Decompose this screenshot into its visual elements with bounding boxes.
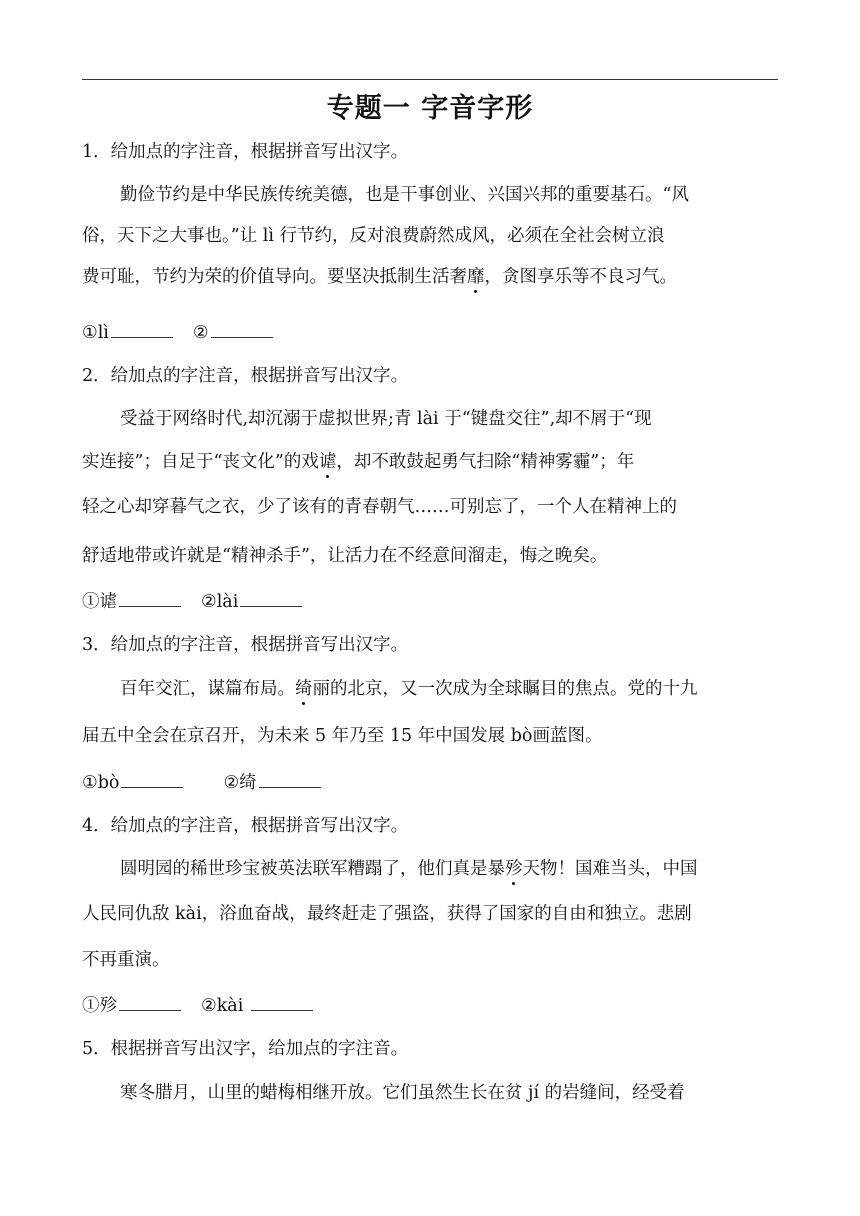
answer-label: ①殄 bbox=[82, 996, 117, 1016]
header-rule bbox=[82, 79, 778, 80]
q2-paragraph-line: 受益于网络时代,却沉溺于虚拟世界;青 lài 于“键盘交往”,却不屑于“现 bbox=[120, 409, 652, 429]
dotted-char: 殄 bbox=[505, 859, 523, 879]
question-4-heading: 4．给加点的字注音，根据拼音写出汉字。 bbox=[82, 816, 409, 836]
text: 百年交汇，谋篇布局。 bbox=[120, 679, 295, 699]
q2-paragraph-line: 舒适地带或许就是“精神杀手”，让活力在不经意间溜走，悔之晚矣。 bbox=[82, 546, 608, 566]
q4-paragraph-line: 不再重演。 bbox=[82, 950, 170, 970]
q3-paragraph-line bbox=[120, 677, 698, 701]
answer-label: ② bbox=[192, 323, 209, 343]
q1-paragraph-line: 勤俭节约是中华民族传统美德，也是干事创业、兴国兴邦的重要基石。“风 bbox=[120, 185, 689, 205]
text: 实连接”；自足于“丧文化”的戏 bbox=[82, 452, 319, 472]
q1-paragraph-line: 俗，天下之大事也。”让 lì 行节约，反对浪费蔚然成风，必须在全社会树立浪 bbox=[82, 226, 665, 246]
q4-answer-line bbox=[82, 994, 313, 1018]
answer-blank[interactable] bbox=[111, 321, 173, 338]
text: 圆明园的稀世珍宝被英法联军糟蹋了，他们真是暴 bbox=[120, 859, 505, 879]
answer-label: ②绮 bbox=[223, 773, 257, 793]
text: 丽的北京，又一次成为全球瞩目的焦点。党的十九 bbox=[312, 679, 698, 699]
answer-blank[interactable] bbox=[211, 321, 273, 338]
q5-paragraph-line: 寒冬腊月，山里的蜡梅相继开放。它们虽然生长在贫 jí 的岩缝间，经受着 bbox=[120, 1083, 685, 1103]
page-title: 专题一 字音字形 bbox=[326, 93, 534, 124]
q1-answer-line bbox=[82, 321, 273, 345]
text: 天物！国难当头，中国 bbox=[522, 859, 698, 879]
dotted-char: 绮 bbox=[295, 679, 313, 699]
q3-paragraph-line: 届五中全会在京召开，为未来 5 年乃至 15 年中国发展 bò画蓝图。 bbox=[82, 726, 603, 746]
question-5-heading: 5．根据拼音写出汉字，给加点的字注音。 bbox=[82, 1039, 409, 1059]
q2-answer-line bbox=[82, 590, 302, 614]
answer-blank[interactable] bbox=[119, 590, 181, 607]
answer-label: ②kài bbox=[201, 996, 244, 1016]
q3-answer-line bbox=[82, 771, 321, 795]
answer-blank[interactable] bbox=[121, 771, 183, 788]
dotted-char: 靡 bbox=[467, 267, 485, 287]
q1-paragraph-line bbox=[82, 265, 677, 289]
q4-paragraph-line: 人民同仇敌 kài，浴血奋战，最终赶走了强盗，获得了国家的自由和独立。悲剧 bbox=[82, 904, 692, 924]
answer-label: ②lài bbox=[201, 592, 239, 612]
answer-label: ①谑 bbox=[82, 592, 117, 612]
text: ，贪图享乐等不良习气。 bbox=[484, 267, 677, 287]
q2-paragraph-line: 轻之心却穿暮气之衣，少了该有的青春朝气……可别忘了，一个人在精神上的 bbox=[82, 497, 677, 517]
answer-blank[interactable] bbox=[119, 994, 181, 1011]
answer-blank[interactable] bbox=[259, 771, 321, 788]
question-3-heading: 3．给加点的字注音，根据拼音写出汉字。 bbox=[82, 635, 409, 655]
dotted-char: 谑 bbox=[318, 452, 337, 472]
question-1-heading: 1．给加点的字注音，根据拼音写出汉字。 bbox=[82, 142, 409, 162]
answer-label: ①lì bbox=[82, 323, 109, 343]
answer-blank[interactable] bbox=[251, 994, 313, 1011]
q2-paragraph-line bbox=[82, 450, 634, 474]
text: 费可耻，节约为荣的价值导向。要坚决抵制生活奢 bbox=[82, 267, 467, 287]
text: ，却不敢鼓起勇气扫除“精神雾霾”；年 bbox=[336, 452, 635, 472]
q4-paragraph-line bbox=[120, 857, 698, 881]
answer-label: ①bò bbox=[82, 773, 120, 793]
question-2-heading: 2．给加点的字注音，根据拼音写出汉字。 bbox=[82, 366, 409, 386]
answer-blank[interactable] bbox=[240, 590, 302, 607]
